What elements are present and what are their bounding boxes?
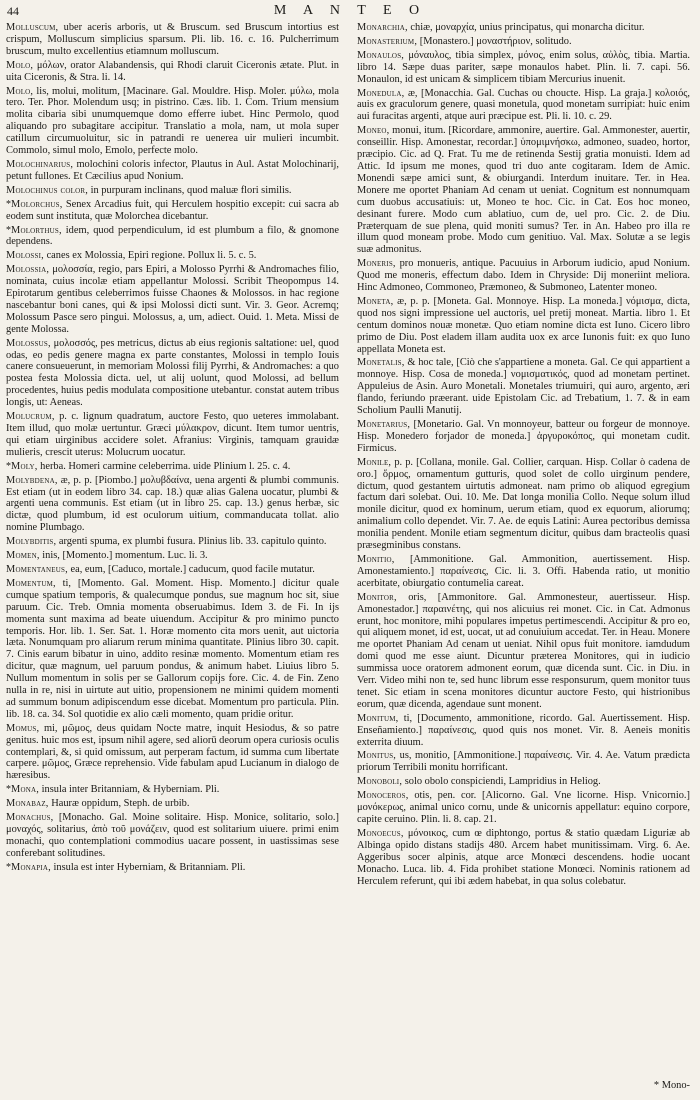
entry-definition: æ, p. p. [Moneta. Gal. Monnoye. Hisp. La moneda.] νόμισμα, dicta, quod nos signi impressione uel auctoris, uel pretij moneat. Martia. libro 1. Et centum dominos nouæ monetæ. Quo etiam nomine dicta est Iuno. Cicero libro primo de Diu. Post eladem illam audita uox ex arce Iunonis fuit: ex quo Iuno appellata Moneta est. xyxy=(357,295,690,355)
entry-definition: herba. Homeri carmine celeberrima. uide Plinium l. 25. c. 4. xyxy=(40,460,291,472)
dictionary-entry xyxy=(6,225,339,249)
dictionary-entry xyxy=(6,723,339,783)
asterisk-marker: * xyxy=(6,198,11,210)
entry-headword: Molochinarius, xyxy=(6,158,74,170)
entry-headword: Monitus, xyxy=(357,750,397,762)
entry-headword: Molybdena, xyxy=(6,474,58,486)
entry-headword: Molo, xyxy=(6,85,34,97)
dictionary-entry xyxy=(357,258,690,294)
entry-definition: mi, μῶμος, deus quidam Nocte matre, inquit Hesiodus, & so patre genitus. huic mos est, ipsum nihil agere, sed aliorū deorum opera curiosis oculis contemplari, &, si quid omissum, aut perperam factum, id summa cum libertate carpere. μῶμος, Græce reprehensio. Vide fabulam apud Lucianum in dialogo de hæresibus. xyxy=(6,722,339,782)
entry-definition: insula est inter Hyberniam, & Britanniam. Pli. xyxy=(53,861,246,873)
entry-definition: μολοσσία, regio, pars Epiri, a Molosso Pyrrhi & Andromaches filio, nominata, cuius incolæ etiam appellantur Molossi. Scribit Theopompus 14. Epirotarum gentibus celeberrimos fuisse Chaones & Molossos. in hac regione nascebantur boni canes, qui & ipsi Molossi dicti sunt. Vir. 3. Geor. Acremq; Molossum Pasce sero pingui. Molossus, a, um, adiect. Ouid. 1. Meta. Missi de gente Molossa. xyxy=(6,264,339,335)
entry-headword: Monile, xyxy=(357,456,392,468)
entry-definition: us, monitio, [Ammonitione.] παραίνεσις. Vir. 4. Ae. Vatum prædicta priorum Terribili monitu horrificant. xyxy=(357,750,690,774)
dictionary-entry xyxy=(6,461,339,473)
asterisk-marker: * xyxy=(6,784,11,796)
entry-headword: Monoceros, xyxy=(357,790,409,802)
dictionary-entry xyxy=(357,790,690,826)
dictionary-entry xyxy=(6,550,339,562)
entry-definition: μόνοικος, cum œ diphtongo, portus & statio quædam Liguriæ ab Albinga opido distans stadijs 480. Arcem habet munitissimam. Virg. 6. Ae. Aggeribus socer alpinis, atque arce Monœci descendens. hodie uocant Monacho. Luca. lib. 4. Fida prohibet statione Monœci. Nominis rationem ad Herculem referunt, qui ibi ædem habebat, in qua solus colebatur. xyxy=(357,827,690,887)
entry-definition: canes ex Molossia, Epiri regione. Pollux li. 5. c. 5. xyxy=(46,250,257,262)
dictionary-entry xyxy=(6,250,339,262)
page-header xyxy=(0,0,700,24)
dictionary-entry xyxy=(357,776,690,788)
entry-headword: Moly, xyxy=(11,460,38,472)
entry-headword: Momentum, xyxy=(6,577,56,589)
entry-headword: Molossia, xyxy=(6,264,50,276)
entry-headword: Momus, xyxy=(6,722,40,734)
dictionary-entry xyxy=(6,199,339,223)
entry-headword: Momen, xyxy=(6,550,40,562)
dictionary-entry xyxy=(6,862,339,874)
catchword: * Mono- xyxy=(653,1080,690,1091)
dictionary-entry xyxy=(6,411,339,459)
entry-headword: Monasterium, xyxy=(357,35,418,47)
dictionary-entry xyxy=(6,475,339,535)
entry-definition: inis, [Momento.] momentum. Luc. li. 3. xyxy=(42,550,208,562)
entry-headword: Moneta, xyxy=(357,295,394,307)
dictionary-entry xyxy=(357,357,690,417)
entry-definition: μολοσσός, pes metricus, dictus ab eius regionis saltatione: uel, quod odas, eo pedis genere magna ex parte constantes, Molossi in templo Iouis canere consueuerunt, in memoriam Molossi filij Pyrrhi, & Andromaches: a quo postea festa Molossia dicta. uel, ut alij uolunt, quod Molossi, ad bellum procedentes, huius pedis modulata compositione utebantur. constat autem tribus longis, ut: Aeneas. xyxy=(6,337,339,409)
entry-definition: oris, [Ammonitore. Gal. Ammonesteur, auertisseur. Hisp. Amonestador.] παραινέτης, qui nos alicuius rei monet. Cic. in Cat. Admonus erunt, hoc monitore, mihi populares impetus pertimescendi. Accipitur & pro eo, qui aliquem monet, id est, uocat, ut ad conuiuium accedat. Ter. in Heau. Monere me oportet Phaniam Ad cenam ut ueniat. Nihil opus fuit monitore. iamdudum domi quod me esse aiunt. Dicuntur præterea Monitores, qui in iudicio summissa uoce oratorem admonent eorum, quæ dicenda sunt. Cic. in Diu. in Verr. Video mihi non te, sed hunc librum esse responsurum, quem monitor tuus tenet. Sic etiam in scena monitores dicuntur auctore Festo, qui histrionibus eorum, quæ dicenda, agendaue sunt monent. xyxy=(357,591,690,710)
entry-headword: Monetarius, xyxy=(357,419,411,430)
entry-headword: Monitor, xyxy=(357,591,397,603)
entry-headword: Monitio, xyxy=(357,553,395,565)
entry-definition: μόλων, orator Alabandensis, qui Rhodi claruit Ciceronis ætate. Plut. in uita Ciceronis, & Stra. li. 14. xyxy=(6,59,339,83)
dictionary-entry xyxy=(6,784,339,796)
dictionary-entry xyxy=(357,750,690,774)
dictionary-entry xyxy=(357,828,690,888)
entry-headword: Moneris, xyxy=(357,258,396,270)
entry-headword: Molorthus, xyxy=(11,224,62,236)
dictionary-entry xyxy=(357,457,690,552)
dictionary-entry xyxy=(357,88,690,124)
dictionary-entry xyxy=(6,159,339,183)
entry-definition: æ, p. p. [Piombo.] μολυβδαίνα, uena argenti & plumbi communis. Est etiam (ut in eodem libro 34. cap. 18.) quæ alias Galena uocatur, plumbi & argenti uena communis. Est etiam (ut in libro 25. cap. 13.) genus herbæ, sic dictæ, quod plumbum, id est oculorum uitium, commanducata tollat. alio nomine Plumbago. xyxy=(6,474,339,534)
dictionary-entry xyxy=(357,125,690,256)
dictionary-entry xyxy=(357,592,690,711)
entry-headword: Monedula, xyxy=(357,87,405,99)
entry-definition: solo obolo conspiciendi, Lampridius in Heliog. xyxy=(404,776,601,788)
entry-definition: pro monueris, antique. Pacuuius in Arborum iudicio, apud Nonium. Quod me moneris, effectum dabo. Idem in Chryside: Dij moneriint meliora. Hinc Admoneo, Commoneo, Præmoneo, & Submoneo, Latenter moneo. xyxy=(357,258,690,294)
entry-definition: chiæ, μοναρχία, unius principatus, qui monarcha dicitur. xyxy=(410,22,645,33)
dictionary-entry xyxy=(357,296,690,356)
dictionary-entry xyxy=(6,22,339,58)
entry-headword: Monoboli, xyxy=(357,776,403,788)
dictionary-entry xyxy=(6,812,339,860)
entry-headword: Momentaneus, xyxy=(6,563,68,575)
entry-headword: Molucrum, xyxy=(6,411,55,423)
entry-definition: p. p. [Collana, monile. Gal. Collier, carquan. Hisp. Collar ò cadena de oro.] ὅρμος, ornamentum gutturis, quod solet de collo uirginum pendere, dictum, quod gestantem uirtutis admoneat. nam primo ob aliquod egregium factum dari solebat. Oui. 10. Me. Dat longa monilia Collo. Neque solum illud monile dicitur, quod ex hominum, uerum etiam, quod ex equorum, aliorumq; animalium collo dependet. Vir. 7. Ae. de equis Latini: Aurea pectoribus demissa monilia pendent. Monile etiam segmentum dicitur, quibus dam bracteolis quasi præsegminibus constans. xyxy=(357,456,690,552)
dictionary-entry xyxy=(357,419,690,455)
entry-definition: ti, [Documento, ammonitione, ricordo. Gal. Auertissement. Hisp. Enseñamiento.] παραίνεσις, quod quis nos monet. Vir. 8. Aeneis monitis exterrita diuum. xyxy=(357,712,690,748)
entry-definition: Hauræ oppidum, Steph. de urbib. xyxy=(51,798,190,810)
dictionary-entry xyxy=(6,564,339,576)
entry-definition: lis, molui, molitum, [Macinare. Gal. Mouldre. Hisp. Moler. μύλω, mola tero. Ter. Phor. Molendum usq; in pistrino. Cæs. lib. 1. Com. Trium mensium molita cibaria sibi unumquemque domo efferre iubet. Hinc Permolo, quod aliquando pro subagitare accipitur. Translatio a mola, nam, ut mola super catillum circumuoluitur, sic in patrandi re uenerea uir mulieri incumbit. Commolo, simul molo, Emolo, perfecte molo. xyxy=(6,85,339,157)
asterisk-marker: * xyxy=(6,224,11,236)
dictionary-entry xyxy=(357,554,690,590)
entry-headword: Monetalis, xyxy=(357,357,405,369)
entry-headword: Monapia, xyxy=(11,861,51,873)
dictionary-entry xyxy=(6,338,339,409)
asterisk-marker: * xyxy=(6,861,11,873)
entry-headword: Molybditis, xyxy=(6,536,57,548)
entry-definition: [Monetario. Gal. Vn monnoyeur, batteur ou forgeur de monnoye. Hisp. Monedero forjador de moneda.] ἀργυροκόπος, qui monetam cudit. Firmicus. xyxy=(357,419,690,454)
entry-definition: æ, [Monacchia. Gal. Cuchas ou choucte. Hisp. La graja.] κολοιός, auis ex graculorum genere, quasi monetula, quod monetam surripiat: huic enim aui furacitas argenti, atque auri præcipue est. Pli. li. 10. c. 29. xyxy=(357,87,690,123)
entry-headword: Molossi, xyxy=(6,250,44,262)
dictionary-entry xyxy=(357,22,690,34)
entry-headword: Monoecus, xyxy=(357,827,404,839)
entry-headword: Molorchus, xyxy=(11,198,63,210)
entry-definition: & hoc tale, [Ciò che s'appartiene a moneta. Gal. Ce qui appartient a monnoye. Hisp. Cosa de moneda.] νομισματικός, quod ad monetam pertinet. Appuleius de Asin. Auro Monetali. Monetales triumuiri, qui auro, argento, æri flando, feriundo præerant. uide Epistolam Cic. ad Trebatium, 1. 7. & in eam Scholium Paulli Manutij. xyxy=(357,357,690,417)
entry-headword: Moneo, xyxy=(357,125,390,137)
dictionary-entry xyxy=(6,86,339,157)
dictionary-entry xyxy=(357,713,690,749)
entry-definition: ea, eum, [Caduco, mortale.] caducum, quod facile mutatur. xyxy=(70,563,315,575)
entry-headword: Molochinus color, xyxy=(6,184,89,196)
entry-headword: Monitum, xyxy=(357,712,399,724)
dictionary-entry xyxy=(6,536,339,548)
entry-definition: monui, itum. [Ricordare, ammonire, auertire. Gal. Ammonester, auertir, conseillir. Hisp. Amonestar, recordar.] ὑπομιμνήσκω, admoneo, suadeo, hortor, præcipio. Cic. ad Q. Frat. Tu me de retinenda Sestij gratia monuisti. Idem ad Attic. Id ipsum me mones, quod tri duo ante cogitaram. Idem de Amic. Monendi sæpe amici sunt, & obiurgandi. Interdum inuitare. Ter. in Hea. Monere me oportet Phaniam Ad cenam ut ueniat. Cognitum est nonnumquam cum duobus accusatiuis: ut, Moneo te hoc. Cic. in Cat. Eos hoc moneo, desinant furere. Modo cum ablatiuo, cum de, uel pro. Cic. 2. de Diu. Præterquam de sue plena, quid moniti sumus? Ter. in An. Habeo pro illa re illum quod moneam probe. Modo cum genitiuo. Val. Max. Solutæ a se legis suæ admonitus. xyxy=(357,125,690,256)
dictionary-entry xyxy=(6,578,339,721)
entry-headword: Molossus, xyxy=(6,337,51,349)
entry-headword: Molluscum, xyxy=(6,22,59,33)
entry-definition: p. c. lignum quadratum, auctore Festo, quo ueteres immolabant. Item illud, quo molæ uertuntur. Græci μύλακρον, dicunt. Item tumor uentris, qui etiam uirginibus accidere solet. Afranius: Virginis, tamquam grauidæ mulieris, crescit uterus: Molucrum uocatur. xyxy=(6,411,339,458)
entry-definition: molochini coloris infector, Plautus in Aul. Astat Molochinarij, petunt fullones. Et Cæcilius apud Nonium. xyxy=(6,158,339,182)
right-column xyxy=(357,22,690,1092)
entry-definition: in purpuram inclinans, quod maluæ flori similis. xyxy=(90,184,292,196)
entry-definition: argenti spuma, ex plumbi fusura. Plinius lib. 33. capitulo quinto. xyxy=(58,536,327,548)
left-column xyxy=(6,22,339,1092)
entry-definition: otis, pen. cor. [Alicorno. Gal. Vne licorne. Hisp. Vnicornio.] μονόκερως, animal unico cornu, unde & unicornis appellatur: equino corpore, capite ceruino. Plin. li. 8. cap. 21. xyxy=(357,790,690,825)
entry-definition: [Monacho. Gal. Moine solitaire. Hisp. Monice, solitario, solo.] μοναχός, solitarius, ἀπὸ τοῦ μονάζειν, quod est solitarium uiuere. primi enim monachi, quo contemplationi commodius uacare possent, in uastissimas sese conferebant solitudines. xyxy=(6,812,339,859)
entry-definition: ti, [Momento. Gal. Moment. Hisp. Momento.] dicitur quale cumque spatium temporis, & qualecumque pondus, sue magnum hoc sit, siue paruum. Cic. Treb. Omnia momenta obseruabimus. Idem 3. de Fi. In ijs momenta sunt maxima ad beate uiuendum. Accipitur & pro minimo puncto temporis. Hor. lib. 1. Ser. Sat. 1. Horæ momento cita mors uenit, aut uictoria læta. Nonumquam pro aliarum rerum minima quantitate. Plinius libro 30. capit. 7. Cinis earum bibatur in uino, addito resinæ momento. Momentum etiam res dicitur, quæ magnum, uel paruum pondus, & animum habet. Liuius libro 5. Nullum momentum in solis per se Gallorum copijs fore. Cic. 4. de Fin. Zeno nulla in re, nisi in uirtute aut uitio, propensionem ne minimi quidem momenti ad summum bonum adipiscendum esse dicebat. Momentum pro particula. Plin. lib. 18. ca. 34. Sol quotidie ex alio cæli momento, quam pridie oritur. xyxy=(6,577,339,720)
entry-headword: Molo, xyxy=(6,59,34,71)
dictionary-entry xyxy=(6,60,339,84)
dictionary-entry xyxy=(357,50,690,86)
running-head: M A N T E O xyxy=(273,3,427,18)
dictionary-entry xyxy=(357,36,690,48)
entry-definition: idem, quod perpendiculum, id est plumbum a filo, & gnomone dependens. xyxy=(6,224,339,248)
entry-headword: Mona, xyxy=(11,784,40,796)
entry-definition: μόναυλος, tibia simplex, μόνος, enim solus, αὐλὸς, tibia. Martia. libro 14. Sæpe duas pariter, sæpe monaulos habet. Plin. li. 7. capi. 56. Monaulon, id est unicam & simplicem tibiam Mercurius inuenit. xyxy=(357,49,690,85)
asterisk-marker: * xyxy=(6,460,11,472)
dictionary-entry xyxy=(6,798,339,810)
entry-definition: Senex Arcadius fuit, qui Herculem hospitio excepit: cui sacra ab eodem sunt instituta, quæ Molorchea dicebantur. xyxy=(6,198,339,222)
entry-definition: [Monastero.] μοναστήριον, solitudo. xyxy=(419,35,572,47)
dictionary-entry xyxy=(6,185,339,197)
entry-headword: Monabaz, xyxy=(6,798,49,810)
entry-definition: uber aceris arboris, ut & Bruscum. sed Bruscum intortius est crispum, Molluscum simplicius sparsum. Pli. lib. 16. c. 16. Pulcherrimum bruscum, multo excellentius etiamnum molluscum. xyxy=(6,22,339,57)
page-number: 44 xyxy=(7,4,19,18)
dictionary-entry xyxy=(6,264,339,335)
entry-definition: insula inter Britanniam, & Hyberniam. Pli. xyxy=(41,784,220,796)
entry-headword: Monachus, xyxy=(6,812,54,824)
entry-definition: [Ammonitione. Gal. Ammonition, auertissement. Hisp. Amonestamiento.] παραίνεσις, Cic. li. 3. Offi. Habenda ratio, ut monitio acerbitate, obiurgatio contumelia careat. xyxy=(357,553,690,589)
entry-headword: Monaulos, xyxy=(357,49,405,61)
entry-headword: Monarchia, xyxy=(357,22,408,33)
